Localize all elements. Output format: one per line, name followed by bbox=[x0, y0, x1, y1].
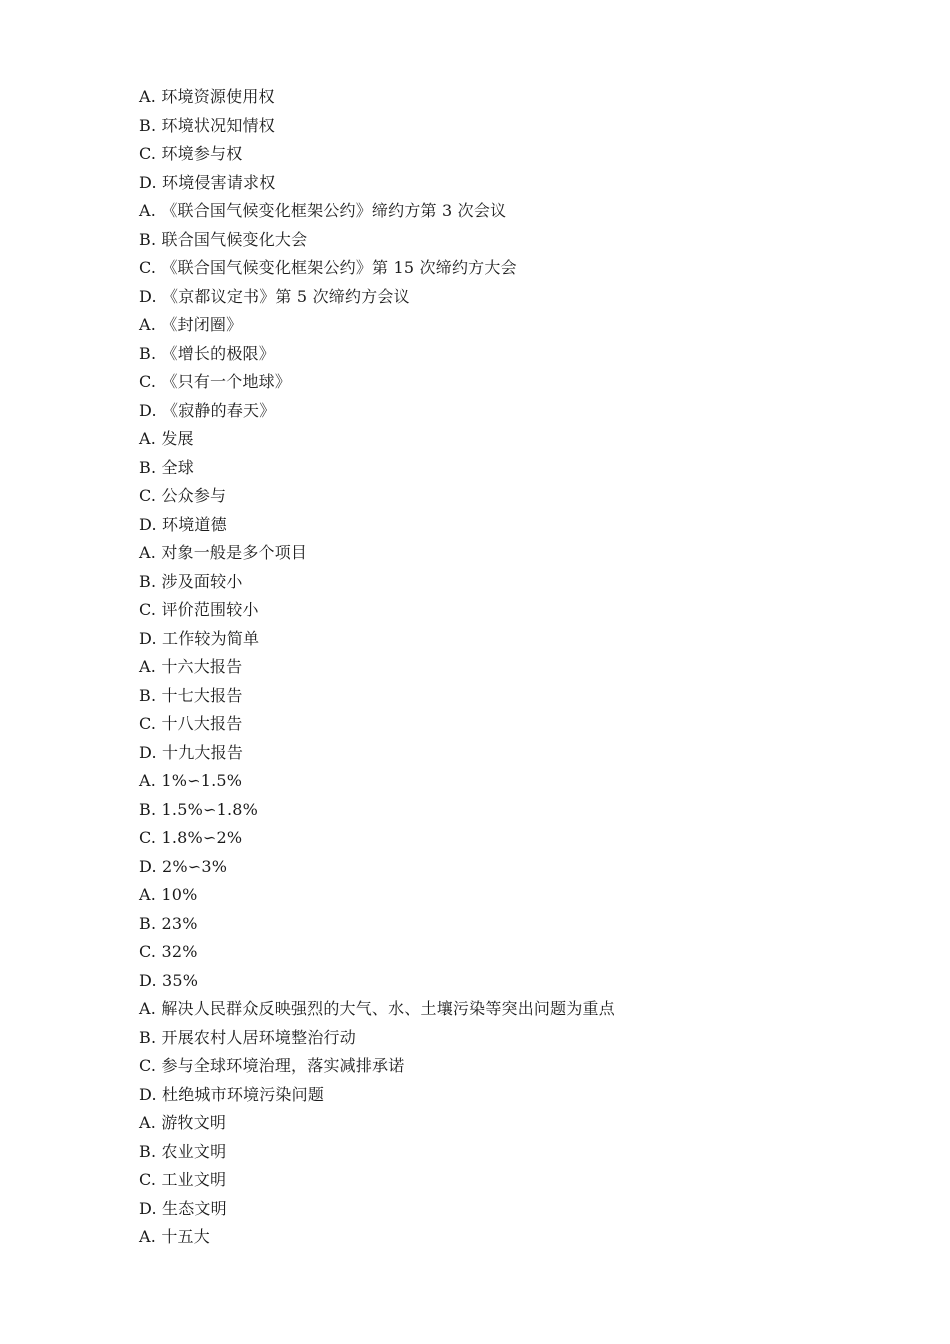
option-line: A. 游牧文明 bbox=[139, 1113, 227, 1132]
option-line: D. 《京都议定书》第 5 次缔约方会议 bbox=[139, 286, 410, 306]
option-line: C. 《只有一个地球》 bbox=[139, 372, 292, 391]
option-line: D. 环境侵害请求权 bbox=[139, 172, 276, 192]
option-line: B. 全球 bbox=[139, 457, 194, 477]
option-line: B. 环境状况知情权 bbox=[139, 115, 275, 135]
option-line: B. 涉及面较小 bbox=[139, 571, 243, 591]
option-line: C. 32% bbox=[139, 942, 198, 961]
option-line: A. 1%∽1.5% bbox=[139, 771, 243, 790]
option-line: B. 十七大报告 bbox=[139, 685, 243, 705]
option-line: A. 十五大 bbox=[139, 1227, 210, 1246]
option-line: D. 工作较为简单 bbox=[139, 628, 260, 648]
option-line: A. 环境资源使用权 bbox=[139, 87, 275, 106]
option-line: D. 十九大报告 bbox=[139, 742, 244, 762]
option-line: C. 十八大报告 bbox=[139, 714, 243, 733]
option-line: D. 2%∽3% bbox=[139, 856, 228, 876]
option-line: A. 发展 bbox=[139, 429, 194, 448]
option-line: D. 生态文明 bbox=[139, 1198, 227, 1218]
option-line: C. 评价范围较小 bbox=[139, 600, 259, 619]
option-line: C. 工业文明 bbox=[139, 1170, 227, 1189]
option-line: B. 1.5%∽1.8% bbox=[139, 799, 259, 819]
option-line: C. 环境参与权 bbox=[139, 144, 243, 163]
answer-options-list bbox=[139, 83, 615, 1252]
option-line: A. 《封闭圈》 bbox=[139, 315, 243, 334]
option-line: A. 10% bbox=[139, 885, 198, 904]
option-line: C. 公众参与 bbox=[139, 486, 227, 505]
option-line: A. 十六大报告 bbox=[139, 657, 243, 676]
option-line: C. 1.8%∽2% bbox=[139, 828, 243, 847]
option-line: D. 《寂静的春天》 bbox=[139, 400, 276, 420]
option-line: B. 联合国气候变化大会 bbox=[139, 229, 308, 249]
option-line: D. 环境道德 bbox=[139, 514, 227, 534]
option-line: C. 参与全球环境治理，落实减排承诺 bbox=[139, 1056, 405, 1075]
option-line: D. 35% bbox=[139, 970, 199, 990]
option-line: B. 农业文明 bbox=[139, 1141, 227, 1161]
option-line: B. 《增长的极限》 bbox=[139, 343, 275, 363]
option-line: B. 开展农村人居环境整治行动 bbox=[139, 1027, 356, 1047]
option-line: C. 《联合国气候变化框架公约》第 15 次缔约方大会 bbox=[139, 258, 517, 277]
option-line: D. 杜绝城市环境污染问题 bbox=[139, 1084, 325, 1104]
option-line: A. 对象一般是多个项目 bbox=[139, 543, 308, 562]
option-line: A. 解决人民群众反映强烈的大气、水、土壤污染等突出问题为重点 bbox=[139, 999, 615, 1018]
option-line: A. 《联合国气候变化框架公约》缔约方第 3 次会议 bbox=[139, 201, 507, 220]
option-line: B. 23% bbox=[139, 913, 198, 933]
